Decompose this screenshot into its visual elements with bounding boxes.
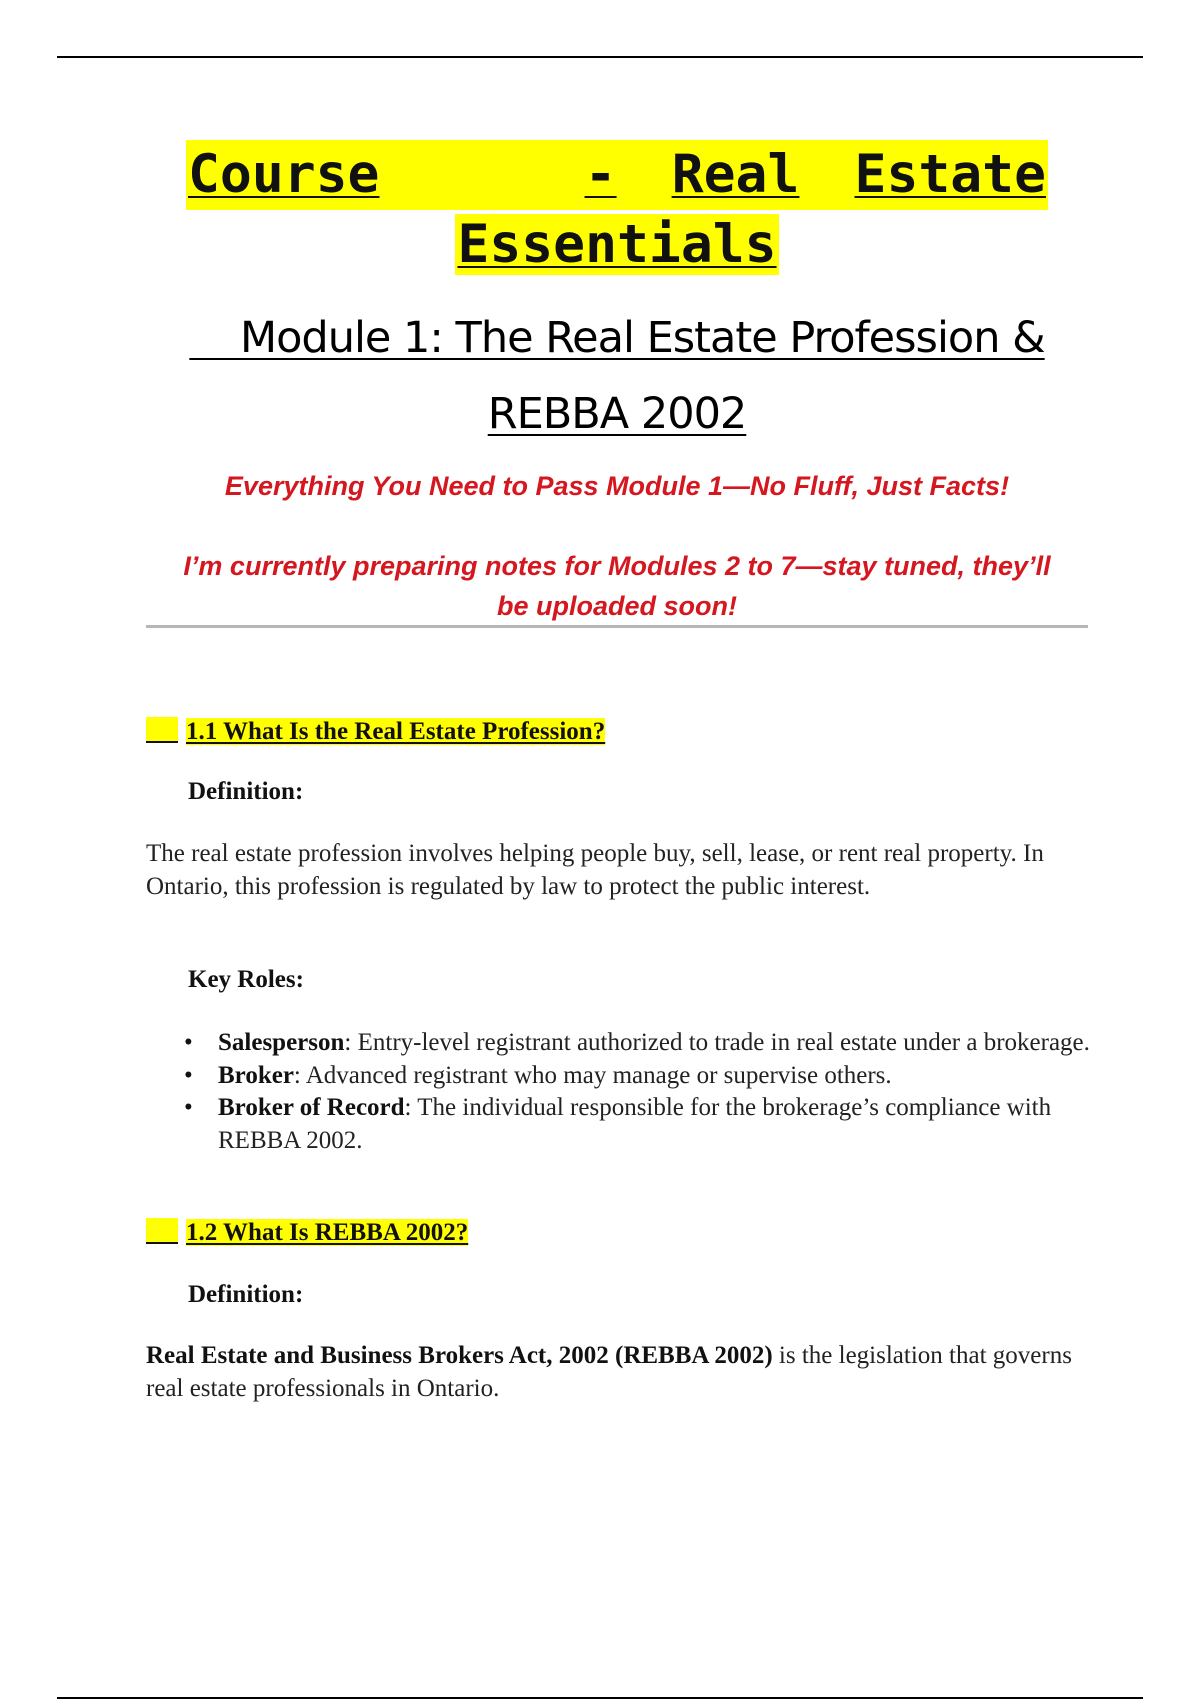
rebba-definition-text: Real Estate and Business Brokers Act, 2002 (REBBA 2002) is the legislation that governs real estate professionals in Ontario.: [146, 1342, 1072, 1402]
course-title-line-1: [186, 140, 1048, 210]
bullet-icon: •: [184, 1094, 193, 1121]
bullet-icon: •: [184, 1061, 193, 1089]
page-bottom-rule: [57, 1697, 1143, 1699]
course-title-word: Essentials: [457, 214, 777, 275]
module-title-line-2: REBBA 2002: [487, 389, 747, 439]
page-top-rule: [57, 56, 1143, 58]
section-heading-1-2: 1.2 What Is REBBA 2002?: [146, 1217, 468, 1249]
definition-text: The real estate profession involves helping people buy, sell, lease, or rent real property. In Ontario, this profession is regulated by law to protect the public interest.: [146, 840, 1044, 900]
definition-label: Definition:: [188, 778, 304, 805]
upload-notice: I’m currently preparing notes for Modules 2 to 7—stay tuned, they’ll be uploaded soon!: [183, 551, 1051, 621]
section-heading-1-1: 1.1 What Is the Real Estate Profession?: [146, 716, 605, 748]
key-roles-list: [146, 1027, 1096, 1157]
module-title: [150, 300, 1084, 452]
header-divider: [146, 625, 1088, 628]
course-title-word: Real: [671, 144, 800, 205]
list-item: • Broker: Advanced registrant who may manage or supervise others.: [146, 1060, 1096, 1093]
key-roles-label: Key Roles:: [188, 966, 304, 993]
definition-label: Definition:: [188, 1281, 304, 1308]
tagline: Everything You Need to Pass Module 1—No Fluff, Just Facts!: [224, 471, 1010, 501]
course-title-word: Course: [188, 144, 380, 205]
course-title-word: -: [584, 144, 617, 205]
course-title-line-2: [186, 210, 1048, 280]
course-title: [186, 140, 1048, 280]
list-item: • Salesperson: Entry-level registrant authorized to trade in real estate under a brokerage.: [146, 1027, 1096, 1060]
course-title-word: Estate: [854, 144, 1046, 205]
module-title-line-1: Module 1: The Real Estate Profession &: [240, 313, 1045, 363]
bullet-icon: •: [184, 1029, 193, 1056]
list-item: • Broker of Record: The individual responsible for the brokerage’s compliance with REBBA 2002.: [184, 1094, 1052, 1154]
